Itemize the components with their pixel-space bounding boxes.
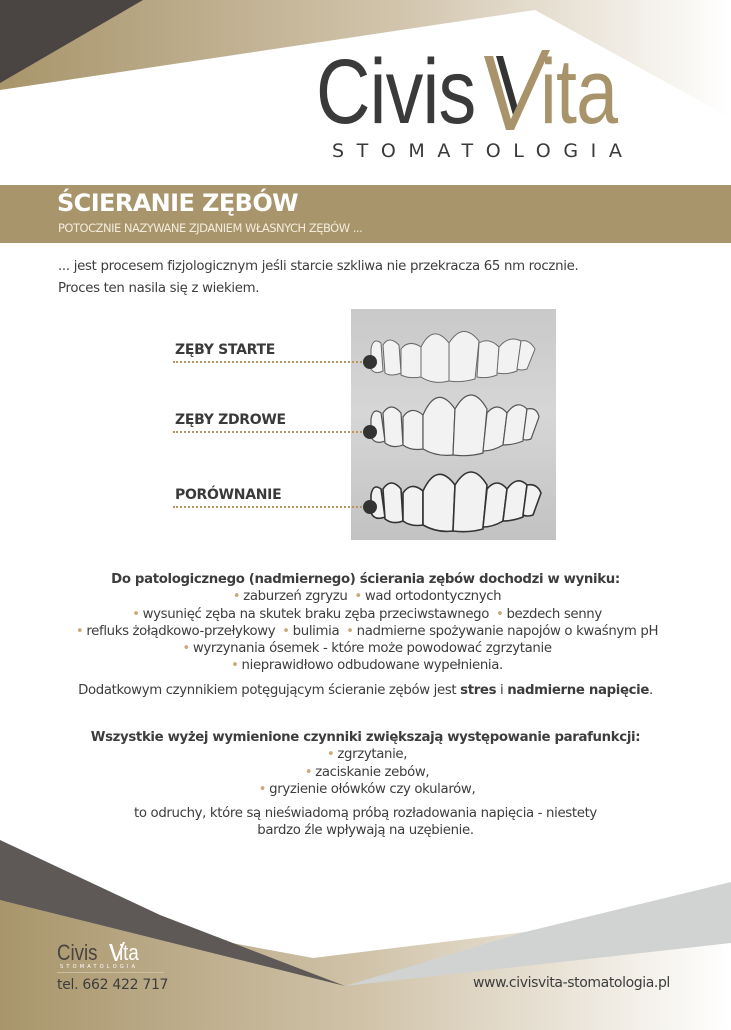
cause-item: nadmierne spożywanie napojów o kwaśnym pH [356,623,659,639]
figure-label-worn: ZĘBY STARTE [175,342,275,358]
logo-subtitle: STOMATOLOGIA [332,140,635,162]
emphasis-stress: stres [460,682,497,698]
closing-line: to odruchy, które są nieświadomą próbą rozładowania napięcia - niestety [134,806,597,822]
text: Dodatkowym czynnikiem potęgującym ścieranie zębów jest [78,682,461,698]
item-text: zgrzytanie, [337,747,408,763]
bullet-icon: • [354,589,362,605]
cause-item: wyrzynania ósemek - które może powodować zgrzytanie [192,641,552,657]
figure-label-comparison: PORÓWNANIE [175,487,282,503]
footer-phone[interactable]: tel. 662 422 717 [57,977,169,993]
closing-line: bardzo źle wpływają na uzębienie. [257,823,474,839]
bullet-icon: • [182,641,190,657]
causes-row [0,640,731,657]
causes-row [0,606,731,623]
bullet-icon: • [304,764,313,780]
cause-item: wad ortodontycznych [364,589,502,605]
teeth-drawing [351,309,556,540]
intro-text [58,256,578,300]
teeth-row-healthy [371,395,539,456]
logo-text-ita: ita [540,41,618,143]
extra-factor-text [0,682,731,699]
bullet-icon: • [232,589,241,605]
parafunctions-heading: Wszystkie wyżej wymienione czynniki zwiększają występowanie parafunkcji: [90,730,641,745]
item-text: gryzienie ołówków czy okularów, [269,781,476,797]
causes-row [0,588,731,605]
text: . [649,682,653,698]
bullet-icon: • [282,623,290,639]
causes-row [0,657,731,674]
causes-row [0,623,731,640]
text: i [496,682,508,698]
leader-line [173,361,369,363]
bullet-icon: • [75,623,84,639]
bullet-icon: • [495,606,504,622]
teeth-row-worn [371,331,535,382]
parafunctions-section [0,729,731,840]
marker-dot [363,425,377,439]
leader-line [173,431,369,433]
logo-text-civis: Civis [316,41,476,143]
parafunction-item [0,781,731,798]
intro-line: ... jest procesem fizjologicznym jeśli starcie szkliwa nie przekracza 65 nm rocznie. [58,259,579,274]
page-title: ŚCIERANIE ZĘBÓW [57,189,299,217]
cause-item: nieprawidłowo odbudowane wypełnienia. [241,658,503,674]
cause-item: wysunięć zęba na skutek braku zęba przeciwstawnego [142,606,490,622]
footer-website-link[interactable]: www.civisvita-stomatologia.pl [473,975,670,991]
footer-logo[interactable] [57,940,139,966]
cause-item: bezdech senny [506,606,602,622]
marker-dot [363,355,377,369]
footer-divider [57,972,164,973]
bullet-icon: • [258,781,267,797]
parafunction-item [0,764,731,781]
footer-logo-subtitle: STOMATOLOGIA [60,964,139,970]
footer-logo-ita: ita [119,940,139,965]
item-text: zaciskanie zebów, [315,764,430,780]
emphasis-tension: nadmierne napięcie [507,682,650,698]
bullet-icon: • [326,747,335,763]
intro-line: Proces ten nasila się z wiekiem. [58,281,260,296]
bullet-icon: • [231,658,239,674]
causes-section [0,571,731,699]
marker-dot [363,500,377,514]
teeth-row-comparison [371,472,541,532]
causes-heading: Do patologicznego (nadmiernego) ścierania zębów dochodzi w wyniku: [111,572,620,587]
teeth-illustration [351,309,556,540]
bullet-icon: • [346,623,354,639]
cause-item: bulimia [292,623,340,639]
bullet-icon: • [132,606,140,622]
footer-logo-civis: Civis [57,940,98,965]
page-subtitle: POTOCZNIE NAZYWANE ZJDANIEM WŁASNYCH ZĘBÓW ... [58,221,363,235]
parafunction-item [0,746,731,763]
leader-line [173,506,369,508]
cause-item: zaburzeń zgryzu [243,589,348,605]
figure-label-healthy: ZĘBY ZDROWE [175,412,286,428]
cause-item: refluks żołądkowo-przełykowy [86,623,276,639]
